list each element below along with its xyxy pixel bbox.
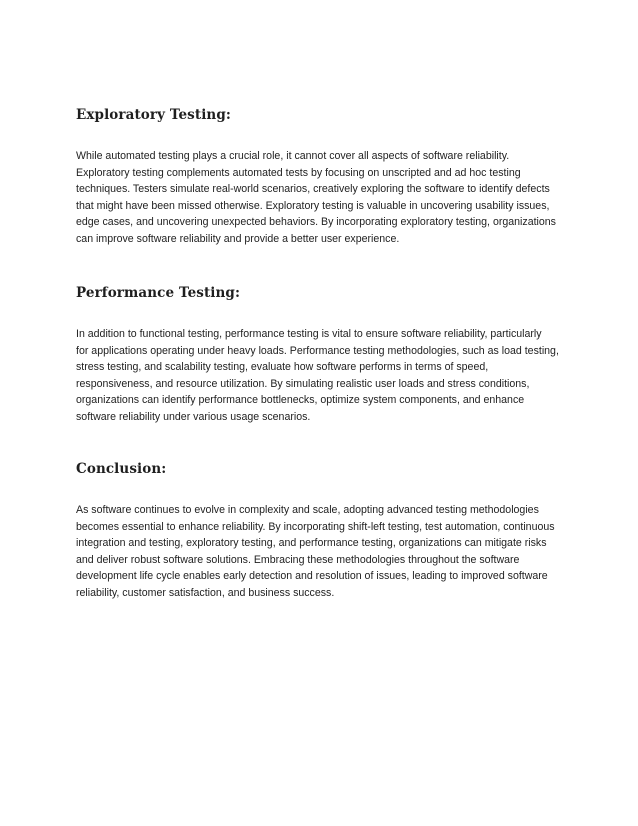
paragraph-line: can improve software reliability and provide a better user experience. — [76, 232, 400, 245]
section-paragraph — [76, 148, 568, 248]
section-paragraph — [76, 502, 568, 602]
paragraph-line: Exploratory testing complements automated tests by focusing on unscripted and ad hoc testing — [76, 166, 521, 179]
paragraph-line: integration and testing, exploratory testing, and performance testing, organizations can mitigate risks — [76, 537, 547, 550]
paragraph-line: development life cycle enables early detection and resolution of issues, leading to improved software — [76, 570, 548, 583]
section-paragraph — [76, 326, 568, 426]
section-exploratory-testing — [76, 106, 568, 248]
paragraph-line: organizations can identify performance bottlenecks, optimize system components, and enhance — [76, 394, 525, 407]
paragraph-line: becomes essential to enhance reliability. By incorporating shift-left testing, test automation, continuous — [76, 520, 555, 533]
paragraph-line: stress testing, and scalability testing, evaluate how software performs in terms of speed, — [76, 361, 489, 374]
section-performance-testing — [76, 284, 568, 426]
paragraph-line: In addition to functional testing, performance testing is vital to ensure software reliability, particularly — [76, 328, 542, 340]
paragraph-line: and deliver robust software solutions. Embracing these methodologies throughout the software — [76, 553, 520, 566]
paragraph-line: reliability, customer satisfaction, and business success. — [76, 586, 335, 599]
section-conclusion — [76, 460, 568, 602]
paragraph-line: techniques. Testers simulate real-world scenarios, creatively exploring the software to identify defects — [76, 183, 550, 196]
paragraph-line: for applications operating under heavy loads. Performance testing methodologies, such as load testing, — [76, 344, 559, 357]
section-heading: Conclusion: — [76, 461, 167, 477]
paragraph-line: edge cases, and uncovering unexpected behaviors. By incorporating exploratory testing, organizations — [76, 216, 556, 229]
paragraph-line: responsiveness, and resource utilization. By simulating realistic user loads and stress conditions, — [76, 377, 530, 390]
paragraph-line: As software continues to evolve in complexity and scale, adopting advanced testing methodologies — [76, 504, 539, 516]
section-heading: Exploratory Testing: — [76, 107, 231, 123]
paragraph-line: that might have been missed otherwise. Exploratory testing is valuable in uncovering usability issues, — [76, 199, 550, 212]
section-heading: Performance Testing: — [76, 285, 241, 301]
paragraph-line: software reliability under various usage scenarios. — [76, 410, 311, 423]
paragraph-line: While automated testing plays a crucial role, it cannot cover all aspects of software reliability. — [76, 150, 510, 162]
